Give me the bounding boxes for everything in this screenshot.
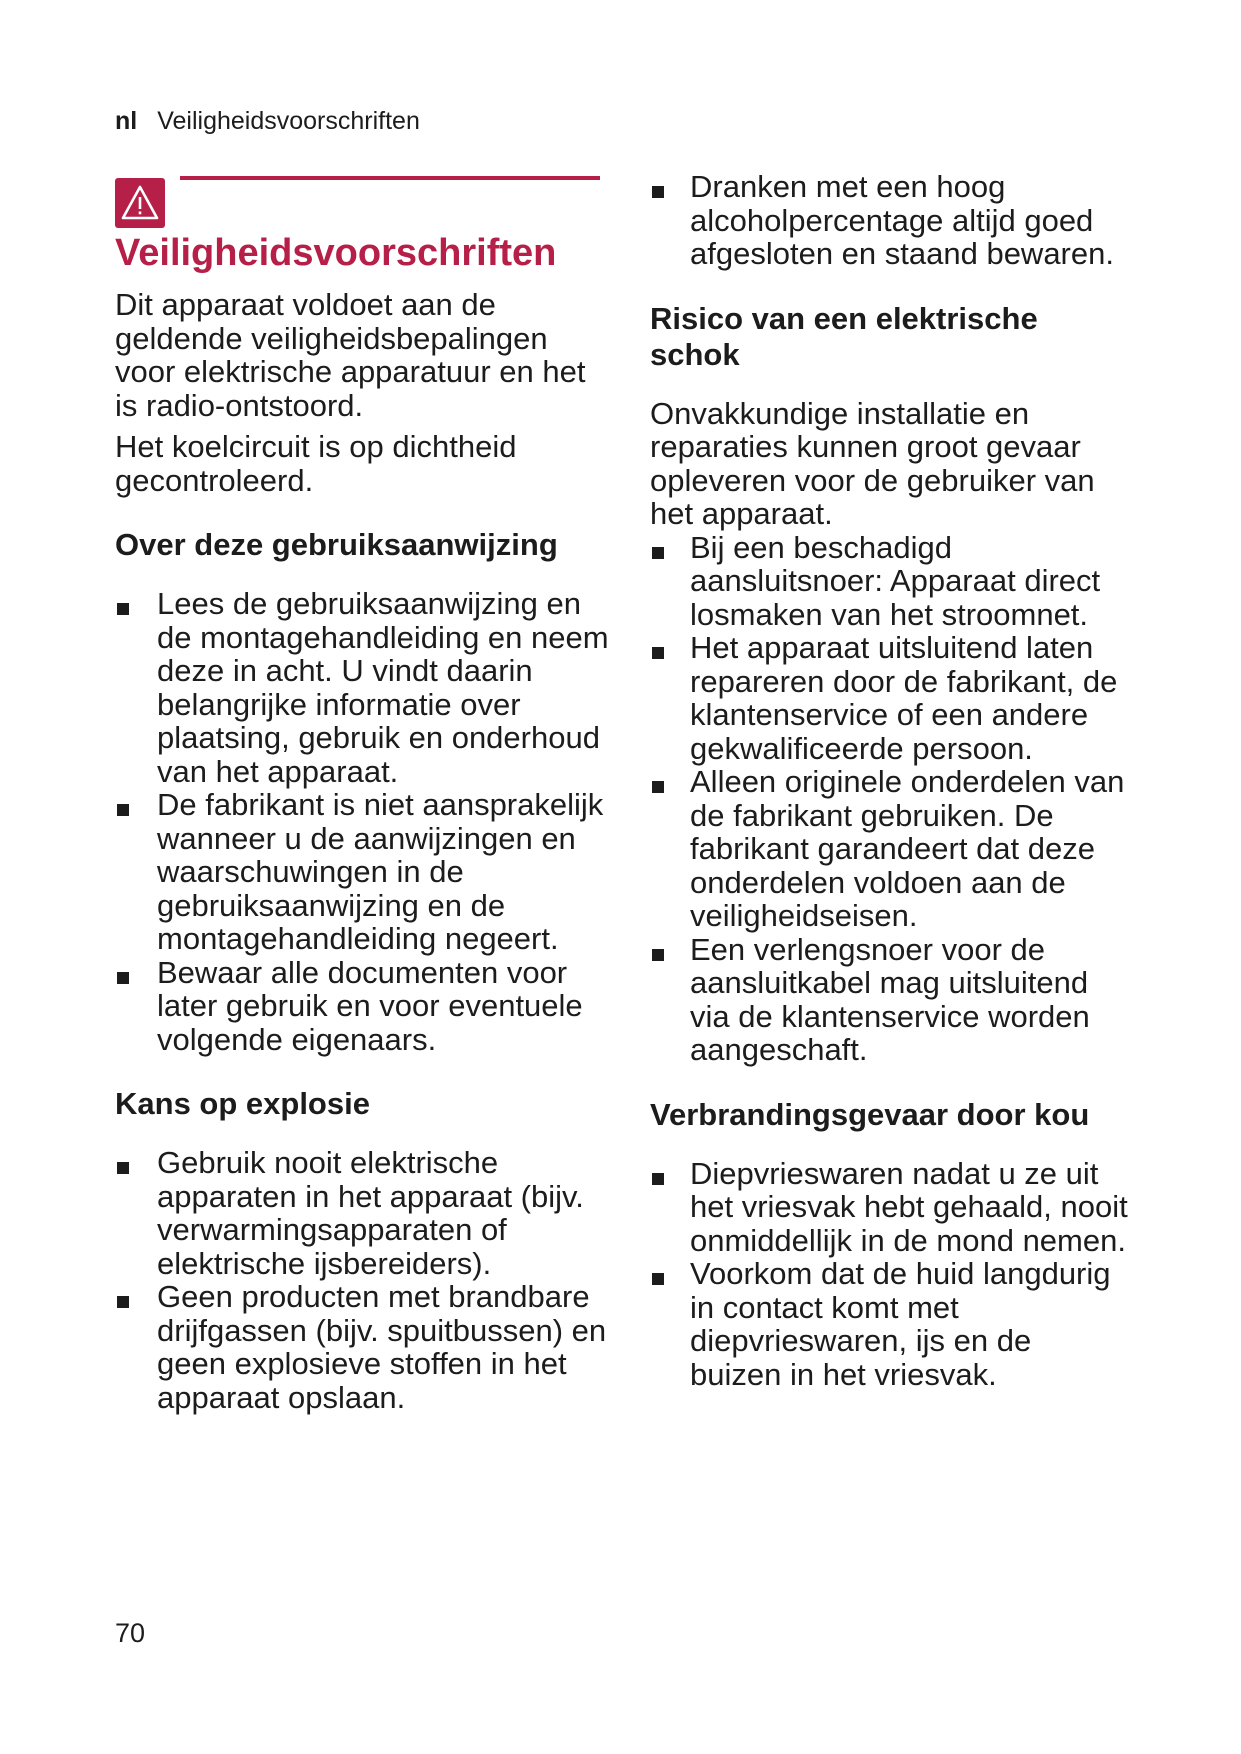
cold-list	[650, 1157, 1130, 1392]
running-header	[115, 106, 420, 136]
bullet-square-icon	[652, 781, 664, 793]
list-item: Bewaar alle documenten voor later gebruik en voor eventuele volgende eigenaars.	[115, 956, 610, 1057]
bullet-square-icon	[652, 1173, 664, 1185]
list-item: Geen producten met brandbare drijfgassen (bijv. spuitbussen) en geen explosieve stoffen in het apparaat opslaan.	[115, 1280, 610, 1414]
intro-paragraph: Dit apparaat voldoet aan de geldende veiligheidsbepalingen voor elektrische apparatuur en het is radio-ontstoord.	[115, 287, 586, 423]
accent-rule	[180, 176, 600, 180]
explosion-list-continued	[650, 170, 1130, 271]
section-title-cold: Verbrandingsgevaar door kou	[650, 1096, 1090, 1132]
section-title-manual: Over deze gebruiksaanwijzing	[115, 527, 558, 562]
right-column	[650, 170, 1130, 1391]
bullet-square-icon	[117, 1296, 129, 1308]
explosion-list	[115, 1146, 610, 1414]
list-item: Voorkom dat de huid langdurig in contact komt met diepvrieswaren, ijs en de buizen in het vriesvak.	[650, 1257, 1130, 1391]
bullet-square-icon	[117, 1162, 129, 1174]
language-code: nl	[115, 107, 138, 135]
list-item: Diepvrieswaren nadat u ze uit het vriesvak hebt gehaald, nooit onmiddellijk in de mond nemen.	[650, 1157, 1130, 1258]
left-column	[115, 170, 610, 1414]
list-item: Dranken met een hoog alcoholpercentage altijd goed afgesloten en staand bewaren.	[650, 170, 1130, 271]
running-header-title: Veiligheidsvoorschriften	[157, 107, 420, 135]
section-title-explosion: Kans op explosie	[115, 1086, 370, 1121]
page-title: Veiligheidsvoorschriften	[115, 232, 557, 274]
list-item: De fabrikant is niet aansprakelijk wanneer u de aanwijzingen en waarschuwingen in de gebruiksaanwijzing en de montagehandleiding negeert.	[115, 788, 610, 956]
bullet-square-icon	[117, 972, 129, 984]
warning-heading-row	[115, 170, 610, 228]
electric-intro: Onvakkundige installatie en reparaties kunnen groot gevaar opleveren voor de gebruiker van het apparaat.	[650, 395, 1095, 531]
manual-list	[115, 587, 610, 1056]
list-item: Alleen originele onderdelen van de fabrikant gebruiken. De fabrikant garandeert dat deze onderdelen voldoen aan de veiligheidseisen.	[650, 765, 1130, 933]
bullet-square-icon	[652, 647, 664, 659]
bullet-square-icon	[117, 804, 129, 816]
list-item: Lees de gebruiksaanwijzing en de montagehandleiding en neem deze in acht. U vindt daarin belangrijke informatie over plaatsing, gebruik en onderhoud van het apparaat.	[115, 587, 610, 788]
electric-list	[650, 531, 1130, 1067]
warning-triangle-icon	[115, 178, 165, 228]
bullet-square-icon	[117, 603, 129, 615]
section-title-electric: Risico van een elektrische schok	[650, 300, 1038, 372]
intro-paragraph: Het koelcircuit is op dichtheid gecontroleerd.	[115, 429, 517, 498]
page-number: 70	[115, 1618, 146, 1648]
bullet-square-icon	[652, 949, 664, 961]
list-item: Het apparaat uitsluitend laten repareren door de fabrikant, de klantenservice of een andere gekwalificeerde persoon.	[650, 631, 1130, 765]
list-item: Bij een beschadigd aansluitsnoer: Apparaat direct losmaken van het stroomnet.	[650, 531, 1130, 632]
bullet-square-icon	[652, 547, 664, 559]
bullet-square-icon	[652, 1273, 664, 1285]
list-item: Gebruik nooit elektrische apparaten in het apparaat (bijv. verwarmingsapparaten of elektrische ijsbereiders).	[115, 1146, 610, 1280]
list-item: Een verlengsnoer voor de aansluitkabel mag uitsluitend via de klantenservice worden aangeschaft.	[650, 933, 1130, 1067]
bullet-square-icon	[652, 186, 664, 198]
